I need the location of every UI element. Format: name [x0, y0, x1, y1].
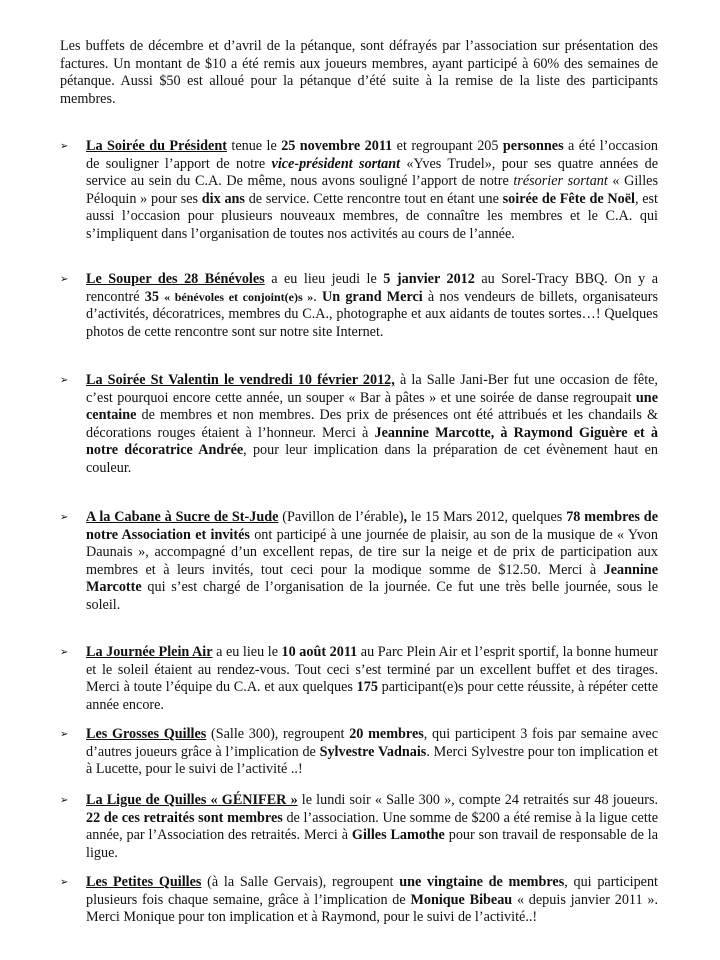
item-title: La Soirée du Président — [86, 138, 227, 154]
list-item-cabane-sucre: ➢ A la Cabane à Sucre de St-Jude (Pavillon de l’érable), le 15 Mars 2012, quelques 78 membres de notre Association et invités ont participé à une journée de plaisir, au son de la musique de « Yvon Daunais », accompagné d’un excellent repas, de tire sur la neige et de prix de participation aux membres et à leurs invités, tout ceci pour la modique somme de $12.50. Merci à Jeannine Marcotte qui s’est chargé de l’organisation de la journée. Ce fut une très belle journée, sous le soleil. — [60, 509, 658, 613]
arrow-bullet-icon: ➢ — [60, 512, 69, 523]
item-title: A la Cabane à Sucre de St-Jude — [86, 509, 279, 525]
arrow-bullet-icon: ➢ — [60, 729, 69, 740]
list-item-soiree-st-valentin: ➢ La Soirée St Valentin le vendredi 10 février 2012, à la Salle Jani-Ber fut une occasion de fête, c’est pourquoi encore cette année, un souper « Bar à pâtes » et une soirée de danse regroupait une centaine de membres et non membres. Des prix de présences ont été attribués et les chandails & décorations rouges étaient à l’honneur. Merci à Jeannine Marcotte, à Raymond Giguère et à notre décoratrice Andrée, pour leur implication dans la préparation de cet évènement haut en couleur. — [60, 372, 658, 476]
item-title: Les Petites Quilles — [86, 874, 202, 890]
item-title: La Journée Plein Air — [86, 644, 213, 660]
arrow-bullet-icon: ➢ — [60, 141, 69, 152]
item-title: La Ligue de Quilles « GÉNIFER » — [86, 792, 298, 808]
arrow-bullet-icon: ➢ — [60, 877, 69, 888]
item-title: La Soirée St Valentin — [86, 372, 219, 388]
intro-paragraph: Les buffets de décembre et d’avril de la pétanque, sont défrayés par l’association sur présentation des factures. Un montant de $10 a été remis aux joueurs membres, ayant participé à 60% des semaines de pétanque. Aussi $50 est alloué pour la pétanque d’été suite à la remise de la liste des participants membres. — [60, 38, 658, 107]
list-item-ligue-quilles: ➢ La Ligue de Quilles « GÉNIFER » le lundi soir « Salle 300 », compte 24 retraités sur 48 joueurs. 22 de ces retraités sont membres de l’association. Une somme de $200 a été remise à la ligue cette année, par l’Association des retraités. Merci à Gilles Lamothe pour son travail de responsable de la ligue. — [60, 792, 659, 861]
list-item-grosses-quilles: ➢ Les Grosses Quilles (Salle 300), regroupent 20 membres, qui participent 3 fois par semaine avec d’autres joueurs grâce à l’implication de Sylvestre Vadnais. Merci Sylvestre pour ton implication et à Lucette, pour le suivi de l’activité ..! — [60, 726, 658, 778]
arrow-bullet-icon: ➢ — [60, 795, 69, 806]
list-item-journee-plein-air: ➢ La Journée Plein Air a eu lieu le 10 août 2011 au Parc Plein Air et l’esprit sportif, la bonne humeur et le soleil étaient au rendez-vous. Tout ceci s’est terminé par un excellent buffet et des tirages. Merci à toute l’équipe du C.A. et aux quelques 175 participant(e)s pour cette réussite, à répéter cette année encore. — [60, 644, 658, 713]
list-item-petites-quilles: ➢ Les Petites Quilles (à la Salle Gervais), regroupent une vingtaine de membres, qui participent plusieurs fois chaque semaine, grâce à l’implication de Monique Bibeau « depuis janvier 2011 ». Merci Monique pour ton implication et à Raymond, pour le suivi de l’activité..! — [60, 874, 658, 926]
arrow-bullet-icon: ➢ — [60, 647, 69, 658]
list-item-soiree-president: ➢ La Soirée du Président tenue le 25 novembre 2011 et regroupant 205 personnes a été l’occasion de souligner l’apport de notre vice-président sortant «Yves Trudel», pour ses quatre années de service au sein du C.A. De même, nous avons souligné l’apport de notre trésorier sortant « Gilles Péloquin » pour ses dix ans de service. Cette rencontre tout en étant une soirée de Fête de Noël, est aussi l’occasion pour plusieurs nouveaux membres, de connaître les membres et le C.A. qui s’impliquent dans l’organisation de toutes nos activités au cours de l’année. — [60, 138, 659, 242]
list-item-souper-benevoles: ➢ Le Souper des 28 Bénévoles a eu lieu jeudi le 5 janvier 2012 au Sorel-Tracy BBQ. On y a rencontré 35 « bénévoles et conjoint(e)s ». Un grand Merci à nos vendeurs de billets, organisateurs d’activités, décoratrices, membres du C.A., photographe et aux aidants de toutes sortes…! Quelques photos de cette rencontre sont sur notre site Internet. — [60, 271, 659, 340]
item-title: Les Grosses Quilles — [86, 726, 207, 742]
item-title: Le Souper des 28 Bénévoles — [86, 271, 265, 287]
arrow-bullet-icon: ➢ — [60, 375, 69, 386]
arrow-bullet-icon: ➢ — [60, 274, 69, 285]
